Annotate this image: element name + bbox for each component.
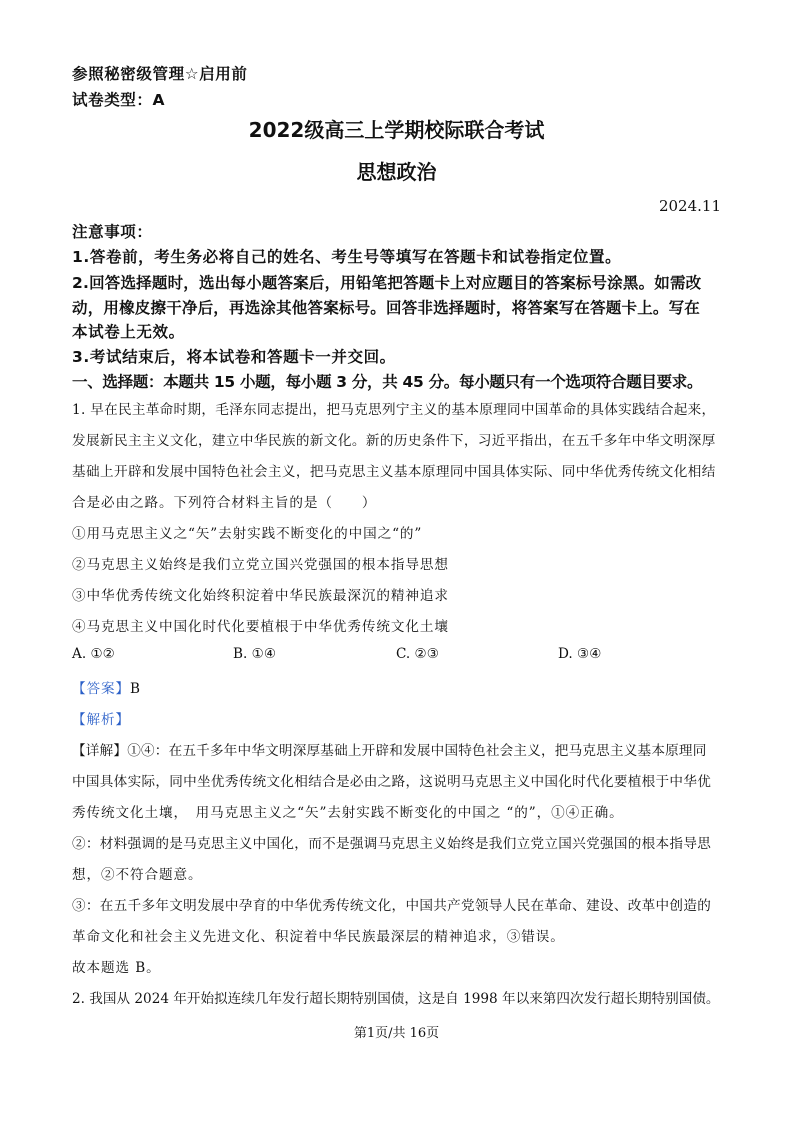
section-heading: 一、选择题：本题共 15 小题，每小题 3 分，共 45 分。每小题只有一个选项符合题目要求。	[72, 373, 703, 391]
q1-stem: 1. 早在民主革命时期，毛泽东同志提出，把马克思列宁主义的基本原理同中国革命的具体实践结合起来，	[72, 402, 716, 418]
q2-stem: 2. 我国从 2024 年开始拟连续几年发行超长期特别国债，这是自 1998 年以来第四次发行超长期特别国债。	[72, 991, 720, 1007]
q1-statement: ②马克思主义始终是我们立党立国兴党强国的根本指导思想	[72, 557, 449, 573]
q1-statement: ④马克思主义中国化时代化要植根于中华优秀传统文化土壤	[72, 619, 449, 635]
notice-line: 动，用橡皮擦干净后，再选涂其他答案标号。回答非选择题时，将答案写在答题卡上。写在	[72, 299, 701, 317]
page-footer: 第1页/共 16页	[353, 1026, 440, 1041]
q1-statement: ①用马克思主义之“矢”去射实践不断变化的中国之“的”	[72, 526, 423, 542]
q1-statement: ③中华优秀传统文化始终积淀着中华民族最深沉的精神追求	[72, 588, 449, 604]
q1-option-c: C. ②③	[396, 646, 439, 662]
q1-stem: 发展新民主主义文化，建立中华民族的新文化。新的历史条件下，习近平指出，在五千多年中华文明深厚	[72, 433, 716, 449]
notice-line: 本试卷上无效。	[72, 323, 185, 341]
detail-line: 中国具体实际，同中坐优秀传统文化相结合是必由之路，这说明马克思主义中国化时代化要植根于中华优	[72, 774, 712, 790]
detail-line: 秀传统文化土壤， 用马克思主义之“矢”去射实践不断变化的中国之 “的”，①④正确。	[72, 805, 624, 821]
analysis-label: 【解析】	[72, 712, 130, 728]
detail-line	[72, 739, 707, 759]
q1-option-b: B. ①④	[233, 646, 277, 662]
answer-label: 【答案】	[72, 681, 130, 697]
exam-title: 2022级高三上学期校际联合考试	[248, 118, 545, 142]
notice-heading: 注意事项：	[72, 223, 153, 241]
detail-line: 革命文化和社会主义先进文化、积淀着中华民族最深层的精神追求，③错误。	[72, 929, 565, 945]
detail-line: ③：在五千多年文明发展中孕育的中华优秀传统文化，中国共产党领导人民在革命、建设、改革中创造的	[72, 898, 712, 914]
secrecy-label: 参照秘密级管理☆启用前	[72, 65, 248, 83]
answer-value: B	[129, 681, 141, 697]
notice-line: 1.答卷前，考生务必将自己的姓名、考生号等填写在答题卡和试卷指定位置。	[72, 248, 622, 266]
detail-label: 【详解】	[72, 743, 128, 759]
detail-line: 想，②不符合题意。	[72, 867, 203, 883]
q1-option-a: A. ①②	[72, 646, 115, 662]
subject-title: 思想政治	[356, 160, 437, 184]
q1-stem: 基础上开辟和发展中国特色社会主义，把马克思主义基本原理同中国具体实际、同中华优秀传统文化相结	[72, 464, 716, 480]
answer-line	[72, 677, 141, 697]
notice-line: 3.考试结束后，将本试卷和答题卡一并交回。	[72, 348, 396, 366]
q1-option-d: D. ③④	[558, 646, 602, 662]
detail-line: ②：材料强调的是马克思主义中国化，而不是强调马克思主义始终是我们立党立国兴党强国的根本指导思	[72, 836, 712, 852]
notice-line: 2.回答选择题时，选出每小题答案后，用铅笔把答题卡上对应题目的答案标号涂黑。如需改	[72, 274, 702, 292]
paper-type: 试卷类型：A	[72, 91, 166, 109]
detail-line: 故本题选 B。	[72, 960, 161, 976]
exam-date: 2024.11	[658, 197, 721, 215]
detail-text: ①④：在五千多年中华文明深厚基础上开辟和发展中国特色社会主义，把马克思主义基本原理同	[127, 743, 707, 759]
q1-stem: 合是必由之路。下列符合材料主旨的是（ ）	[72, 495, 377, 511]
